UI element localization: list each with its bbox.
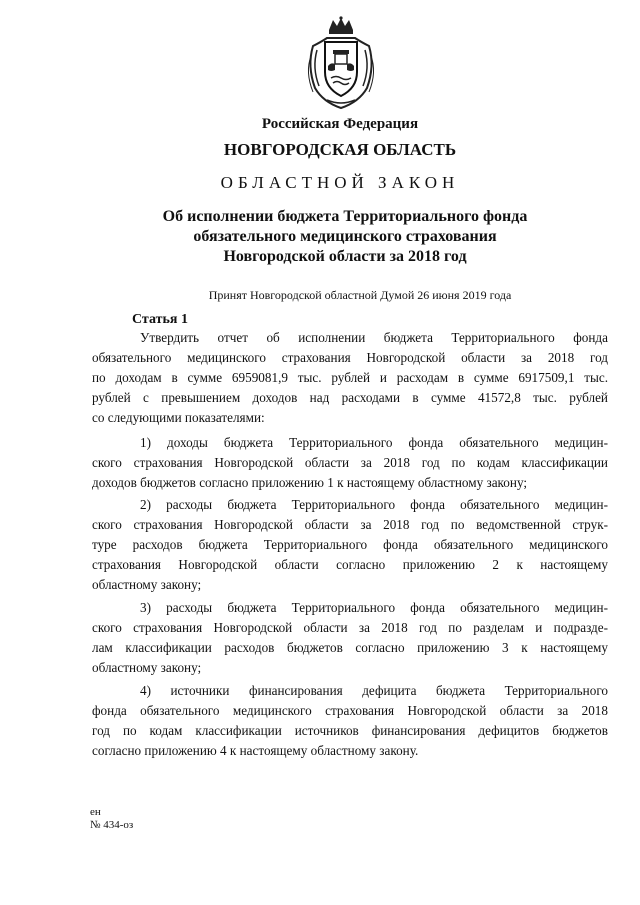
law-number: № 434-оз	[90, 819, 134, 831]
region-heading: НОВГОРОДСКАЯ ОБЛАСТЬ	[223, 140, 457, 159]
law-title-line: Об исполнении бюджета Территориального фонда	[162, 208, 528, 225]
law-title	[110, 207, 580, 267]
coat-of-arms-icon	[303, 16, 379, 112]
text-line: 1) доходы бюджета Территориального фонда обязательного медицин-	[140, 435, 608, 450]
law-title-line: Новгородской области за 2018 год	[223, 248, 467, 265]
text-line: доходов бюджетов согласно приложению 1 к настоящему областному закону;	[92, 475, 528, 490]
text-line: 4) источники финансирования дефицита бюджета Территориального	[140, 683, 608, 698]
text-line: ского страхования Новгородской области за 2018 год по разделам и подразде-	[92, 620, 608, 635]
article-intro	[92, 328, 608, 428]
executor-initials: ен	[90, 806, 101, 818]
law-type-heading: ОБЛАСТНОЙ ЗАКОН	[220, 173, 460, 192]
text-line: по доходам в сумме 6959081,9 тыс. рублей и расходам в сумме 6917509,1 тыс.	[92, 370, 608, 385]
text-line: Утвердить отчет об исполнении бюджета Территориального фонда	[140, 330, 608, 345]
text-line: со следующими показателями:	[92, 410, 265, 425]
text-line: областному закону;	[92, 577, 202, 592]
article-heading: Статья 1	[132, 312, 188, 327]
text-line: фонда обязательного медицинского страхования Новгородской области за 2018	[92, 703, 608, 718]
text-line: ского страхования Новгородской области за 2018 год по ведомственной струк-	[92, 517, 608, 532]
article-item-1	[92, 433, 608, 493]
article-item-3	[92, 598, 608, 678]
text-line: туре расходов бюджета Территориального фонда обязательного медицинского	[92, 537, 608, 552]
article-item-4	[92, 681, 608, 761]
text-line: 3) расходы бюджета Территориального фонда обязательного медицин-	[140, 600, 608, 615]
text-line: ского страхования Новгородской области за 2018 год по кодам классификации	[92, 455, 608, 470]
text-line: рублей с превышением доходов над расходами в сумме 41572,8 тыс. рублей	[92, 390, 608, 405]
adoption-note: Принят Новгородской областной Думой 26 июня 2019 года	[208, 288, 512, 302]
text-line: лам классификации расходов бюджетов согласно приложению 3 к настоящему	[92, 640, 608, 655]
text-line: год по кодам классификации источников финансирования дефицитов бюджетов	[92, 723, 608, 738]
text-line: страхования Новгородской области согласно приложению 2 к настоящему	[92, 557, 608, 572]
article-item-2	[92, 495, 608, 595]
document-footer	[90, 806, 133, 832]
federation-heading: Российская Федерация	[261, 116, 419, 132]
law-title-line: обязательного медицинского страхования	[193, 228, 497, 245]
text-line: 2) расходы бюджета Территориального фонда обязательного медицин-	[140, 497, 608, 512]
text-line: обязательного медицинского страхования Новгородской области за 2018 год	[92, 350, 608, 365]
text-line: областному закону;	[92, 660, 202, 675]
text-line: согласно приложению 4 к настоящему областному закону.	[92, 743, 419, 758]
